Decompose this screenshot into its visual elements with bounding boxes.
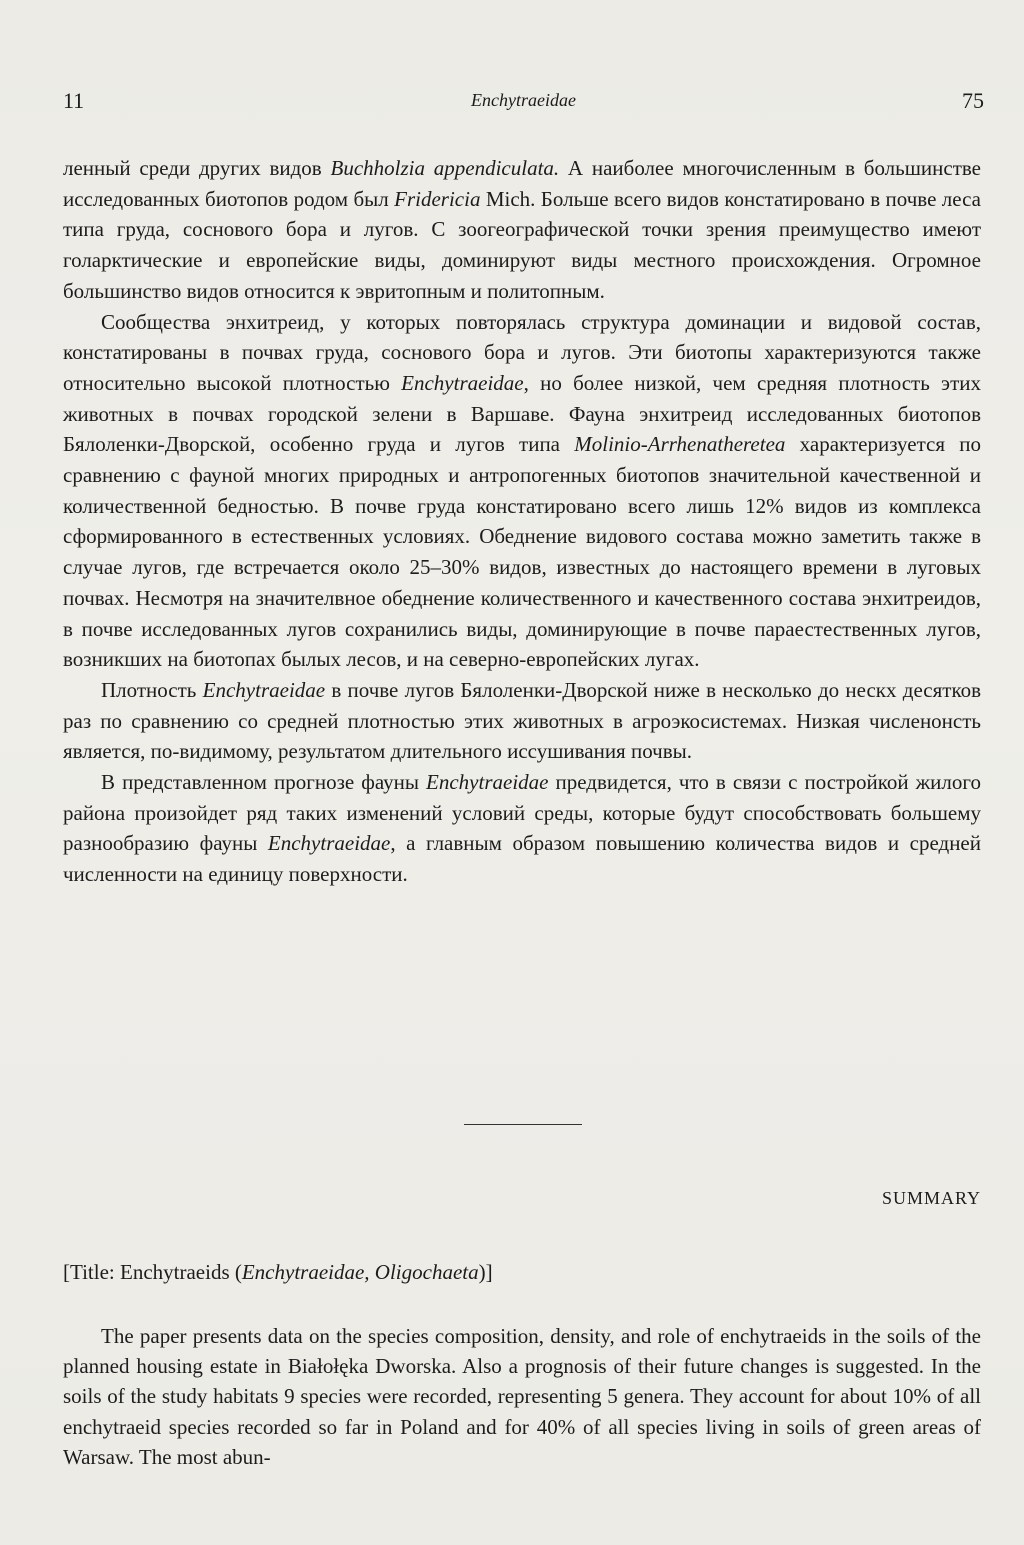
paragraph-2	[63, 307, 981, 675]
text-run: предвидется, что в связи с постройкой жилого района произойдет ряд таких изменений условий среды, которые будут способствовать большему разнообразию фауны	[63, 770, 981, 856]
text-run: Плотность	[101, 677, 203, 702]
section-divider	[464, 1124, 582, 1125]
summary-heading: SUMMARY	[881, 1188, 981, 1208]
paragraph-3	[63, 675, 981, 767]
taxon-name: Enchytraeidae	[267, 831, 391, 856]
chapter-number: 11	[63, 88, 85, 113]
text-run: Сообщества энхитреид, у которых повторялась структура доминации и видовой состав, констатированы в почвах груда, соснового бора и лугов. Эти биотопы характеризуются также относительно высокой плотностью	[63, 309, 981, 395]
taxon-name: Fridericia	[394, 186, 481, 211]
summary-title	[63, 1260, 493, 1285]
text-run: в почве лугов Бялоленки-Дворской ниже в несколько до нескх десятков раз по сравнению со средней плотностью этих животных в агроэкосистемах. Низкая численонсть является, по-видимому, результатом длительного иссушивания почвы.	[63, 677, 981, 764]
russian-body-text	[63, 153, 981, 890]
text-run: , но более низкой, чем средняя плотность этих животных в почвах городской зелени в Варшаве. Фауна энхитреид исследованных биотопов Бялоленки-Дворской, особенно груда и лугов типа	[63, 370, 981, 457]
paragraph-1	[63, 153, 981, 307]
text-run: В представленном прогнозе фауны	[101, 770, 427, 795]
summary-body-text	[63, 1321, 981, 1472]
taxon-name: Enchytraeidae	[202, 677, 326, 702]
title-taxa: Enchytraeidae, Oligochaeta	[241, 1260, 479, 1284]
text-run: А наиболее многочисленным в большинстве исследованных биотопов родом был	[63, 156, 981, 211]
taxon-name: Buchholzia appendiculata.	[330, 156, 560, 180]
paragraph-4	[63, 767, 981, 890]
text-run: Mich. Больше всего видов констатировано в почве леса типа груда, соснового бора и лугов. С зоогеографической точки зрения преимущество имеют голарктические и европейские виды, доминируют виды местного происхождения. Огромное большинство видов относится к эвритопным и политопным.	[63, 186, 982, 303]
page-header	[63, 88, 984, 118]
text-run: характеризуется по сравнению с фауной многих природных и антропогенных биотопов значительной качественной и количественной бедностью. В почве груда констатировано всего лишь 12% видов из комплекса сформированного в естественных условиях. Обеднение видового состава можно заметить также в случае лугов, где встречается около 25–30% видов, известных до настоящего времени в луговых почвах. Несмотря на значителвное обеднение количественного и качественного состава энхитреидов, в почве исследованных лугов сохранились виды, доминирующие в почве параестественных лугов, возникших на биотопах былых лесов, и на северно-европейских лугах.	[63, 432, 982, 672]
taxon-name: Enchytraeidae	[401, 370, 524, 395]
title-suffix: )]	[478, 1260, 493, 1284]
summary-paragraph: The paper presents data on the species composition, density, and role of enchytraeids in the soils of the planned housing estate in Białołęka Dworska. Also a prognosis of their future changes is suggested. In the soils of the study habitats 9 species were recorded, representing 5 genera. They account for about 10% of all enchytraeid species recorded so far in Poland and for 40% of all species living in soils of green areas of Warsaw. The most abun-	[63, 1324, 981, 1469]
taxon-name: Enchytraeidae	[426, 770, 549, 795]
page-number: 75	[962, 88, 984, 113]
text-run: ленный среди других видов	[63, 156, 331, 180]
running-title: Enchytraeidae	[471, 90, 576, 110]
taxon-name: Molinio-Arrhenatheretea	[574, 432, 786, 457]
text-run: , а главным образом повышению количества видов и средней численности на единицу поверхности.	[63, 831, 981, 887]
title-prefix: [Title: Enchytraeids (	[63, 1260, 242, 1284]
